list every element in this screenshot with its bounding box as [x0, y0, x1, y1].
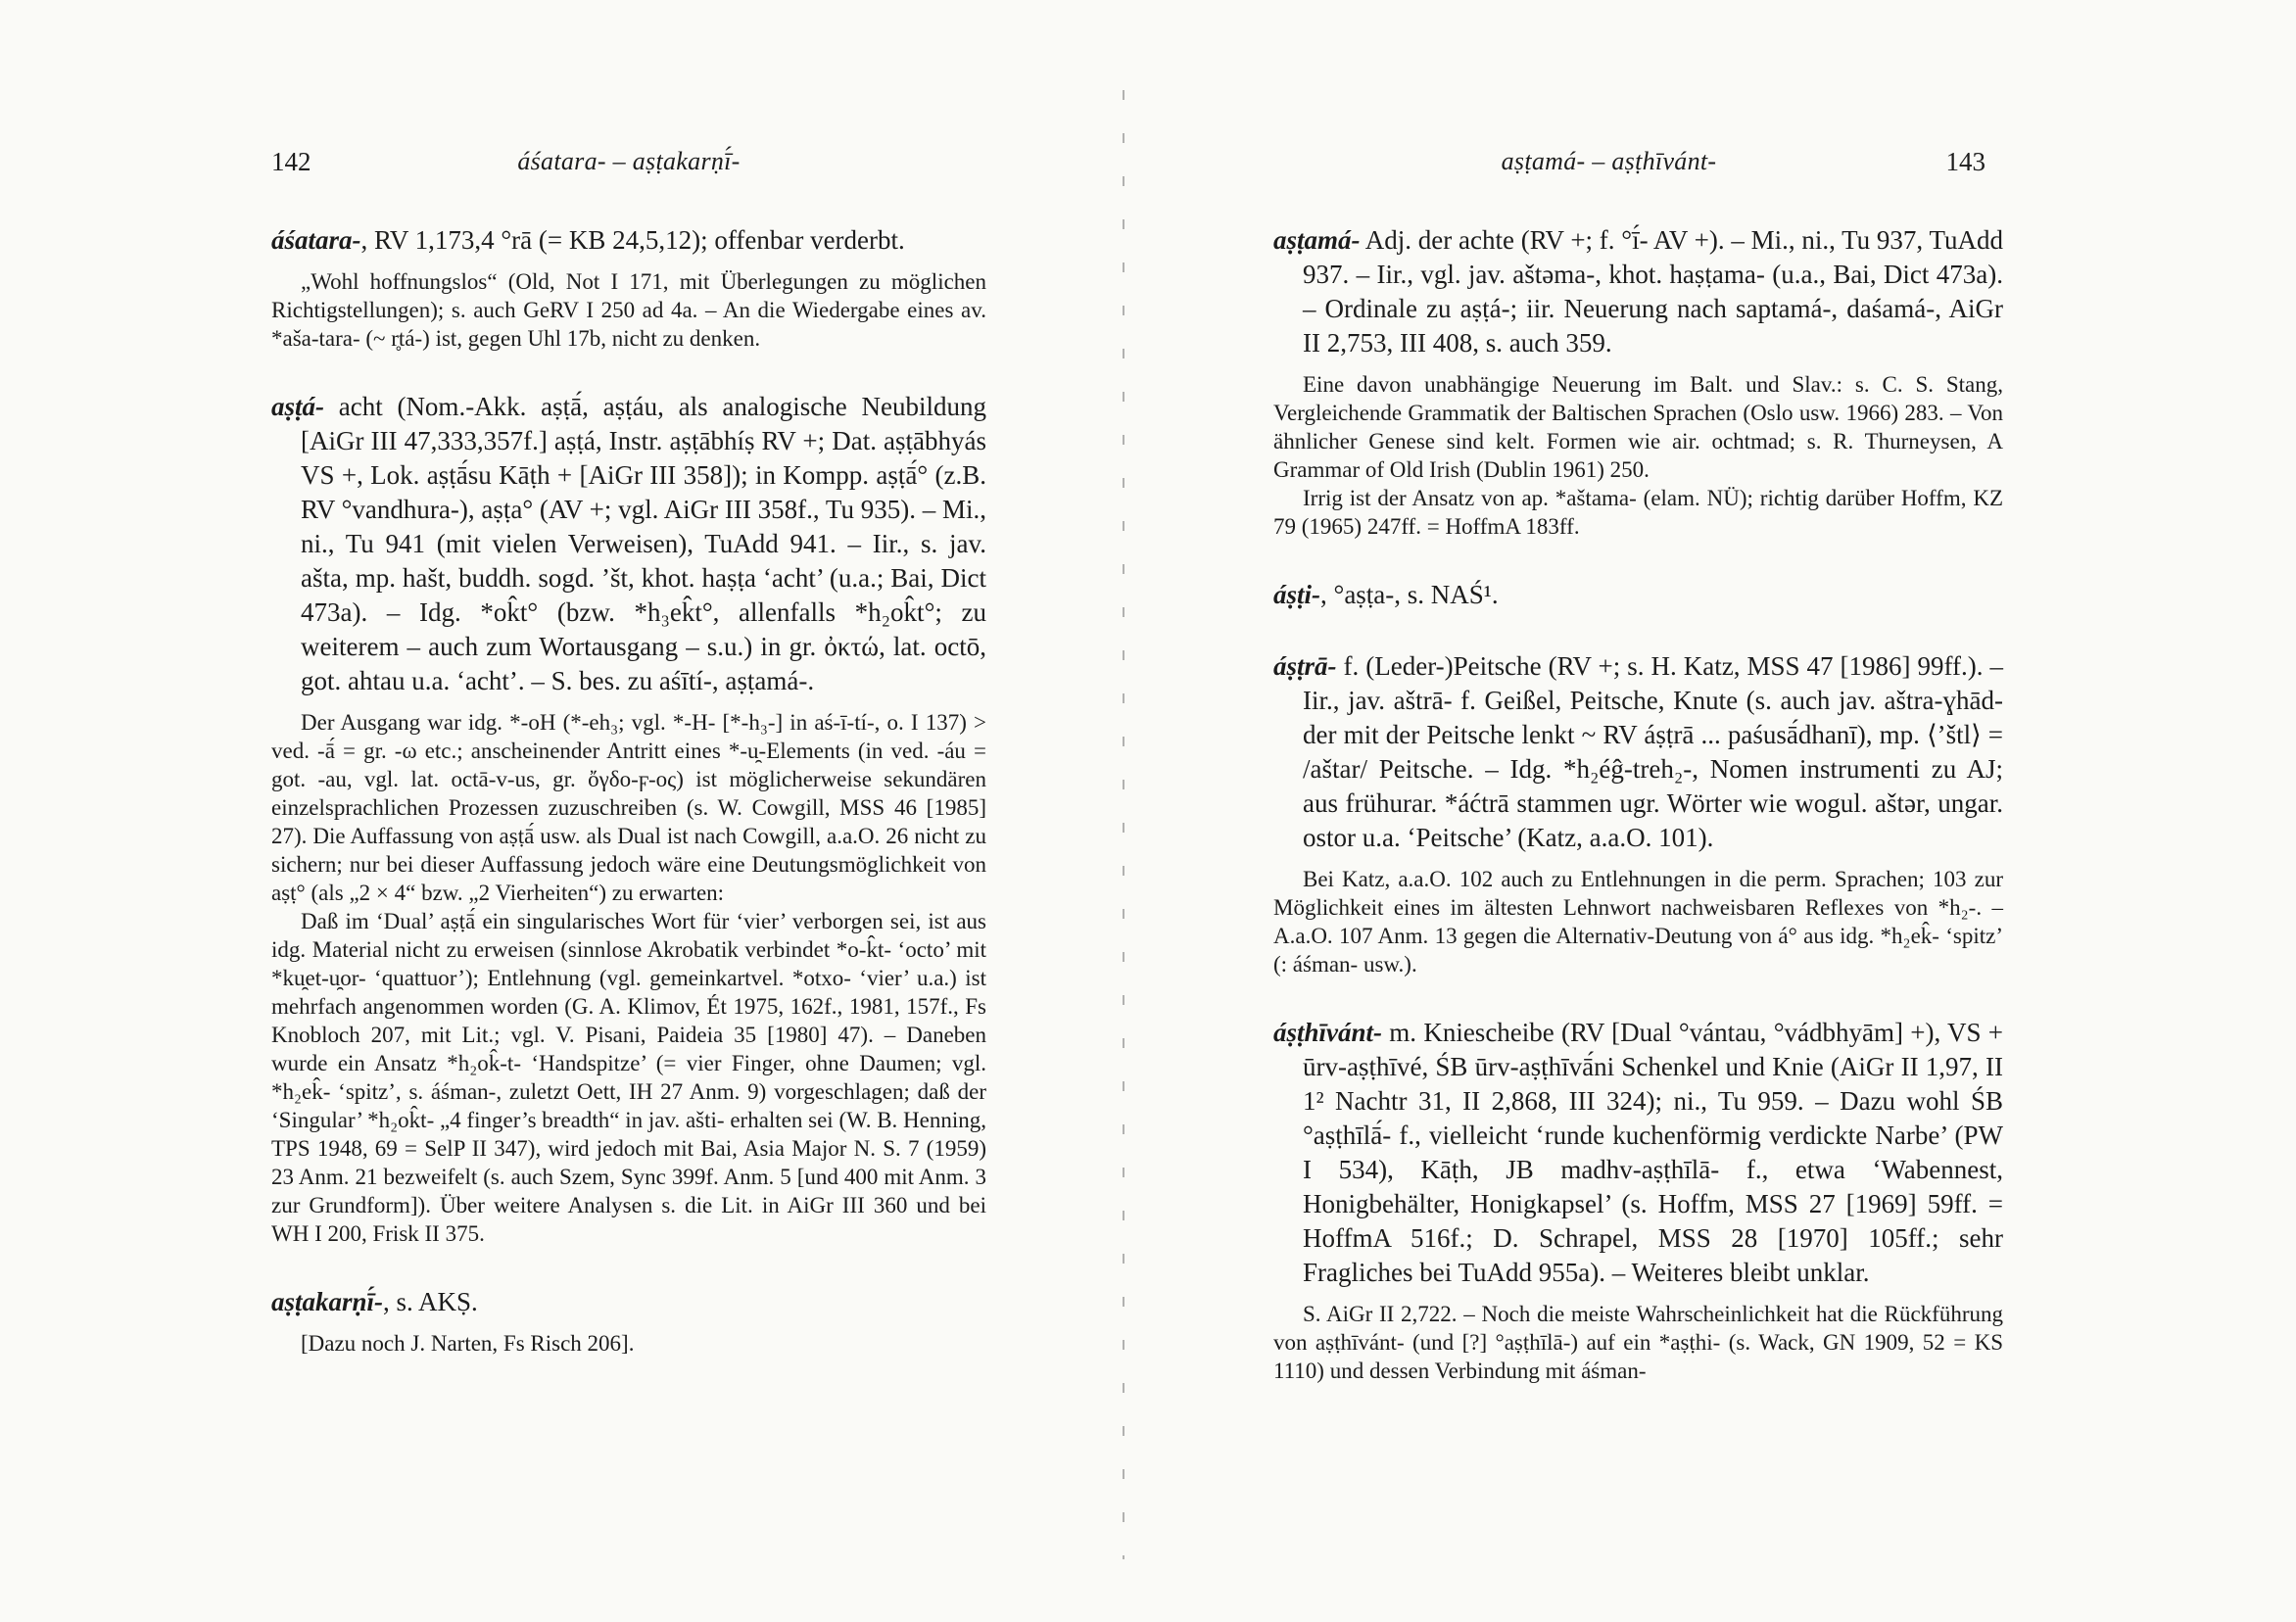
page-fold-divider	[1123, 90, 1124, 1559]
right-page	[1273, 147, 2003, 1385]
headword: áṣṭi-	[1273, 580, 1321, 609]
entry-body: Adj. der achte (RV +; f. °ī́- AV +). – Mi., ni., Tu 937, TuAdd 937. – Iir., vgl. jav. aštəma-, khot. haṣṭama- (u.a., Bai, Dict 473a). – Ordinale zu aṣṭá-; iir. Neuerung nach saptamá-, daśamá-, AiGr II 2,753, III 408, s. auch 359.	[1303, 225, 2003, 358]
entry-petit-note: S. AiGr II 2,722. – Noch die meiste Wahrscheinlichkeit hat die Rückführung von aṣṭhīvánt- (und [?] °aṣṭhīlā-) auf ein *aṣṭhi- (s. Wack, GN 1909, 52 = KS 1110) und dessen Verbindung mit áśman-	[1273, 1302, 2003, 1383]
right-page-number: 143	[1945, 147, 1985, 176]
entry-asatara	[271, 223, 986, 353]
entry-body: m. Kniescheibe (RV [Dual °vántau, °vádbhyām] +), VS + ūrv-aṣṭhīvé, ŚB ūrv-aṣṭhīvā́ni Schenkel und Knie (AiGr II 1,97, II 1² Nachtr 31, II 2,868, III 324); ni., Tu 959. – Dazu wohl ŚB °aṣṭhīlā́- f., vielleicht ‘runde kuchenförmig verdickte Narbe’ (PW I 534), Kāṭh, JB madhv-aṣṭhīlā- f., etwa ‘Wabennest, Honigbehälter, Honigkapsel’ (s. Hoffm, MSS 27 [1969] 59ff. = HoffmA 516f.; D. Schrapel, MSS 28 [1970] 105ff.; sehr Fragliches bei TuAdd 955a). – Weiteres bleibt unklar.	[1303, 1018, 2003, 1287]
entry-main-text	[1273, 649, 2003, 855]
entry-asthivant	[1273, 1016, 2003, 1385]
headword: áśatara-	[271, 225, 361, 255]
entry-astakarni	[271, 1285, 986, 1358]
entry-main-text	[271, 223, 986, 258]
entry-petit-note: Daß im ‘Dual’ aṣṭā́ ein singularisches Wort für ‘vier’ verborgen sei, ist aus idg. Material nicht zu erweisen (sinnlose Akrobatik verbindet *o-k̂t- ‘octo’ mit *ku̯et-u̯or- ‘quattuor’); Entlehnung (vgl. gemeinkartvel. *otxo- ‘vier’ u.a.) ist mehrfach angenommen worden (G. A. Klimov, Ét 1975, 162f., 1981, 157f., Fs Knobloch 207, mit Lit.; vgl. V. Pisani, Paideia 35 [1980] 47). – Daneben wurde ein Ansatz *h₂ok̂-t- ‘Handspitze’ (= vier Finger, ohne Daumen; vgl. *h₂ek̂- ‘spitz’, s. áśman-, zuletzt Oett, IH 27 Anm. 9) vorgeschlagen; daß der ‘Singular’ *h₂ok̂t- „4 finger’s breadth“ in jav. ašti- erhalten sei (W. B. Henning, TPS 1948, 69 = SelP II 347), wird jedoch mit Bai, Asia Major N. S. 7 (1959) 23 Anm. 21 bezweifelt (s. auch Szem, Sync 399f. Anm. 5 [und 400 mit Anm. 3 zur Grundform]). Über weitere Analysen s. die Lit. in AiGr III 360 und bei WH I 200, Frisk II 375.	[271, 909, 986, 1246]
right-page-header	[1273, 147, 2003, 182]
entry-main-text	[271, 1285, 986, 1319]
entry-body: , °aṣṭa-, s. NAŚ¹.	[1320, 580, 1499, 609]
headword: áṣṭhīvánt-	[1273, 1018, 1383, 1047]
left-page	[271, 147, 986, 1358]
left-page-header	[271, 147, 986, 182]
entry-astama	[1273, 223, 2003, 541]
entry-asti	[1273, 578, 2003, 612]
entry-petit-note: Irrig ist der Ansatz von ap. *aštama- (elam. NÜ); richtig darüber Hoffm, KZ 79 (1965) 247ff. = HoffmA 183ff.	[1273, 486, 2003, 539]
entry-body: acht (Nom.-Akk. aṣṭā́, aṣṭáu, als analogische Neubildung [AiGr III 47,333,357f.] aṣṭá, Instr. aṣṭābhíṣ RV +; Dat. aṣṭābhyás VS +, Lok. aṣṭā́su Kāṭh + [AiGr III 358]); in Kompp. aṣṭā́° (z.B. RV °vandhura-), aṣṭa° (AV +; vgl. AiGr III 358f., Tu 935). – Mi., ni., Tu 941 (mit vielen Verweisen), TuAdd 941. – Iir., s. jav. ašta, mp. hašt, buddh. sogd. ’št, khot. haṣṭa ‘acht’ (u.a.; Bai, Dict 473a). – Idg. *ok̂t° (bzw. *h₃ek̂t°, allenfalls *h₂ok̂t°; zu weiterem – auch zum Wortausgang – s.u.) in gr. ὀκτώ, lat. octō, got. ahtau u.a. ‘acht’. – S. bes. zu aśītí-, aṣṭamá-.	[301, 392, 986, 695]
entry-asta	[271, 390, 986, 1248]
entry-main-text	[1273, 1016, 2003, 1290]
left-running-head: áśatara- – aṣṭakarṇī́-	[517, 147, 741, 175]
headword: áṣṭrā-	[1273, 651, 1337, 681]
right-running-head: aṣṭamá- – aṣṭhīvánt-	[1501, 147, 1717, 175]
entry-petit-note: Eine davon unabhängige Neuerung im Balt. und Slav.: s. C. S. Stang, Vergleichende Grammatik der Baltischen Sprachen (Oslo usw. 1966) 283. – Von ähnlicher Genese sind kelt. Formen wie air. ochtmad; s. R. Thurneysen, A Grammar of Old Irish (Dublin 1961) 250.	[1273, 372, 2003, 482]
entry-main-text	[271, 390, 986, 698]
entry-body: , s. AKṢ.	[383, 1287, 478, 1316]
entry-petit-note: Bei Katz, a.a.O. 102 auch zu Entlehnungen in die perm. Sprachen; 103 zur Möglichkeit eines im ältesten Lehnwort nachweisbaren Reflexes von *h₂-. – A.a.O. 107 Anm. 13 gegen die Alternativ-Deutung von á° aus idg. *h₂ek̂- ‘spitz’ (: áśman- usw.).	[1273, 867, 2003, 977]
left-page-number: 142	[271, 147, 311, 176]
entry-main-text	[1273, 223, 2003, 360]
headword: aṣṭamá-	[1273, 225, 1361, 255]
entry-astra	[1273, 649, 2003, 978]
entry-main-text	[1273, 578, 2003, 612]
headword: aṣṭakarṇī́-	[271, 1287, 384, 1316]
entry-petit-note: Der Ausgang war idg. *-oH (*-eh₃; vgl. *-H- [*-h₃-] in aś-ī-tí-, o. I 137) > ved. -ā́ = gr. -ω etc.; anscheinender Antritt eines *-u̯-Elements (in ved. -áu = got. -au, vgl. lat. octā-v-us, gr. ὄγδο-ϝ-ος) ist möglicherweise sekundären einzelsprachlichen Prozessen zuzuschreiben (s. W. Cowgill, MSS 46 [1985] 27). Die Auffassung von aṣṭā́ usw. als Dual ist nach Cowgill, a.a.O. 26 nicht zu sichern; nur bei dieser Auffassung jedoch wäre eine Deutungsmöglichkeit von aṣṭ° (als „2 × 4“ bzw. „2 Vierheiten“) zu erwarten:	[271, 710, 986, 905]
entry-body: , RV 1,173,4 °rā (= KB 24,5,12); offenbar verderbt.	[360, 225, 905, 255]
headword: aṣṭá-	[271, 392, 324, 421]
entry-body: f. (Leder-)Peitsche (RV +; s. H. Katz, MSS 47 [1986] 99ff.). – Iir., jav. aštrā- f. Geißel, Peitsche, Knute (s. auch jav. aštra-ɣhād- der mit der Peitsche lenkt ~ RV áṣṭrā ... paśusā́dhanī), mp. ⟨’štl⟩ = /aštar/ Peitsche. – Idg. *h₂éĝ-treh₂-, Nomen instrumenti zu AJ; aus frühurar. *áćtrā stammen ugr. Wörter wie wogul. aštər, ungar. ostor u.a. ‘Peitsche’ (Katz, a.a.O. 101).	[1303, 651, 2003, 852]
entry-petit-note: [Dazu noch J. Narten, Fs Risch 206].	[301, 1331, 635, 1356]
entry-petit-note: „Wohl hoffnungslos“ (Old, Not I 171, mit Überlegungen zu möglichen Richtigstellungen); s. auch GeRV I 250 ad 4a. – An die Wiedergabe eines av. *aša-tara- (~ r̥tá-) ist, gegen Uhl 17b, nicht zu denken.	[271, 269, 986, 351]
